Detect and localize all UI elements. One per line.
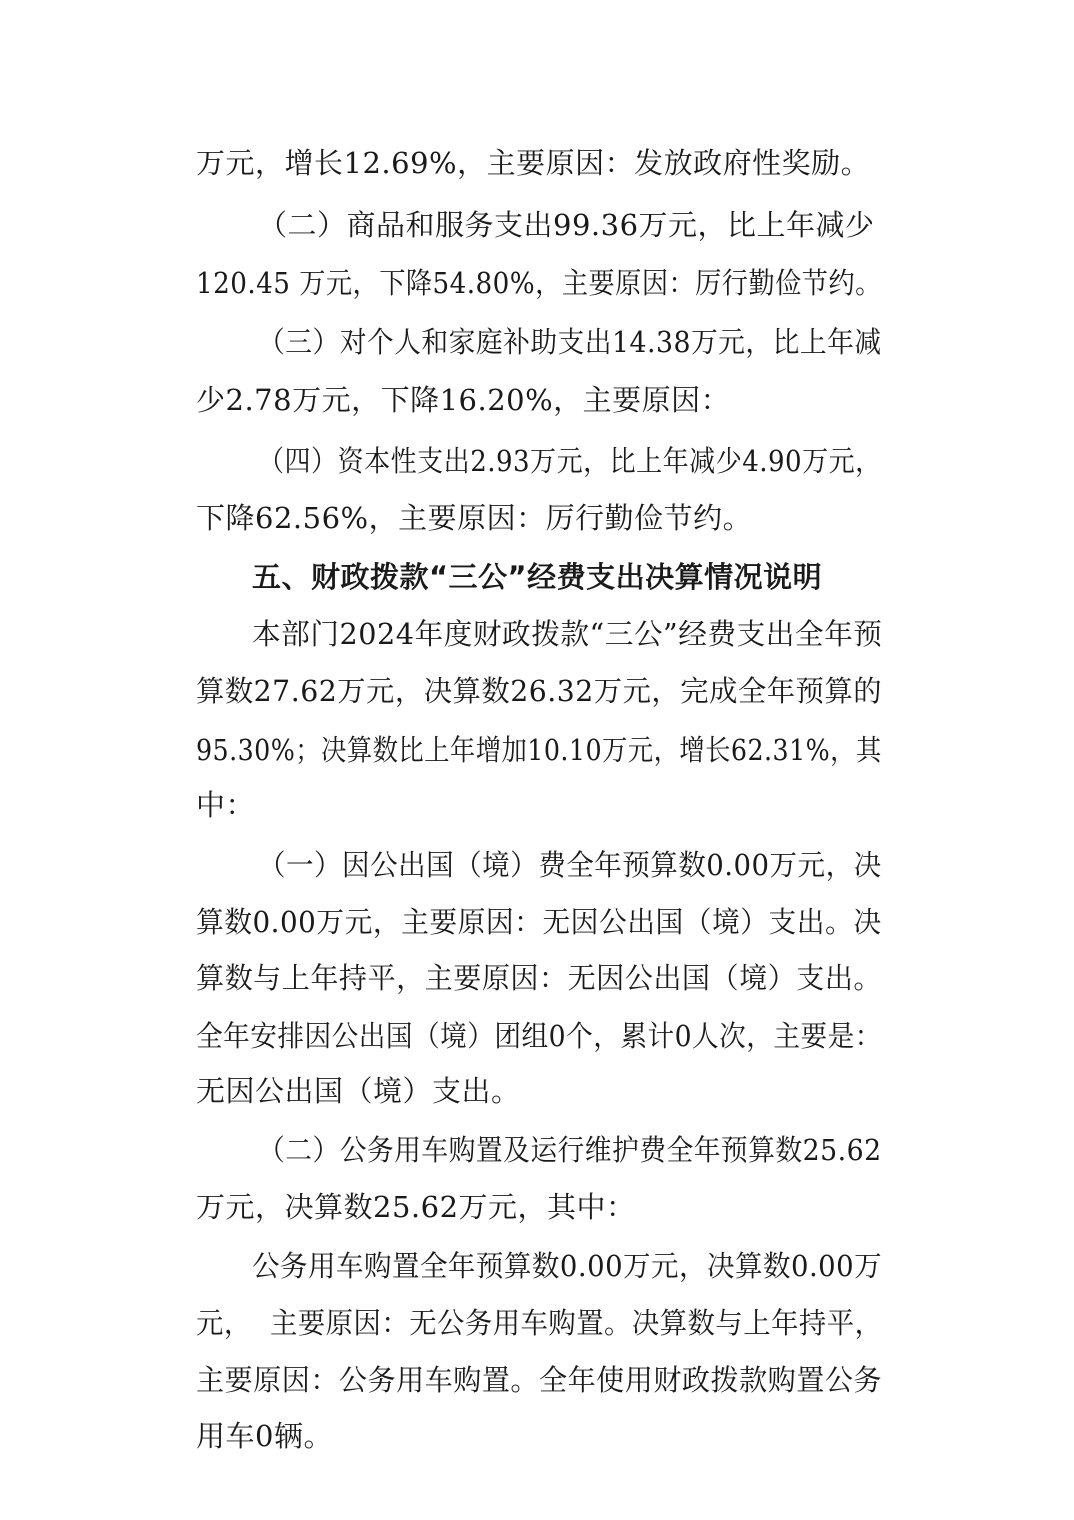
text-line: 万元，增长12.69%，主要原因：发放政府性奖励。 — [196, 146, 871, 180]
text-line: 用车0辆。 — [196, 1419, 333, 1453]
text-line: 公务用车购置全年预算数0.00万元，决算数0.00万 — [252, 1249, 883, 1283]
text-line: 万元，决算数25.62万元，其中： — [196, 1190, 636, 1224]
text-line: 元， 主要原因：无公务用车购置。决算数与上年持平， — [196, 1306, 883, 1340]
text-line: 算数与上年持平，主要原因：无因公出国（境）支出。 — [196, 961, 882, 995]
text-line: （三）对个人和家庭补助支出14.38万元，比上年减 — [258, 325, 882, 359]
text-line: （二）公务用车购置及运行维护费全年预算数25.62 — [258, 1133, 882, 1167]
text-line: 主要原因：公务用车购置。全年使用财政拨款购置公务 — [196, 1363, 882, 1397]
text-line: （四）资本性支出2.93万元，比上年减少4.90万元， — [258, 444, 882, 478]
text-line: 全年安排因公出国（境）团组0个，累计0人次，主要是： — [196, 1019, 882, 1053]
text-line: 中： — [196, 788, 256, 822]
text-line: 算数0.00万元，主要原因：无因公出国（境）支出。决 — [196, 905, 882, 939]
text-line: 少2.78万元，下降16.20%，主要原因： — [196, 383, 731, 417]
text-line: 120.45 万元，下降54.80%，主要原因：厉行勤俭节约。 — [196, 266, 882, 300]
text-line: 无因公出国（境）支出。 — [196, 1074, 521, 1108]
section-heading: 五、财政拨款“三公”经费支出决算情况说明 — [252, 560, 823, 594]
text-line: 95.30%；决算数比上年增加10.10万元，增长62.31%，其 — [196, 733, 882, 767]
text-line: （一）因公出国（境）费全年预算数0.00万元，决 — [258, 848, 882, 882]
text-line: 算数27.62万元，决算数26.32万元，完成全年预算的 — [196, 674, 883, 708]
text-line: （二）商品和服务支出99.36万元，比上年减少 — [258, 208, 875, 242]
text-line: 下降62.56%，主要原因：厉行勤俭节约。 — [196, 501, 753, 535]
text-line: 本部门2024年度财政拨款“三公”经费支出全年预 — [252, 617, 883, 651]
